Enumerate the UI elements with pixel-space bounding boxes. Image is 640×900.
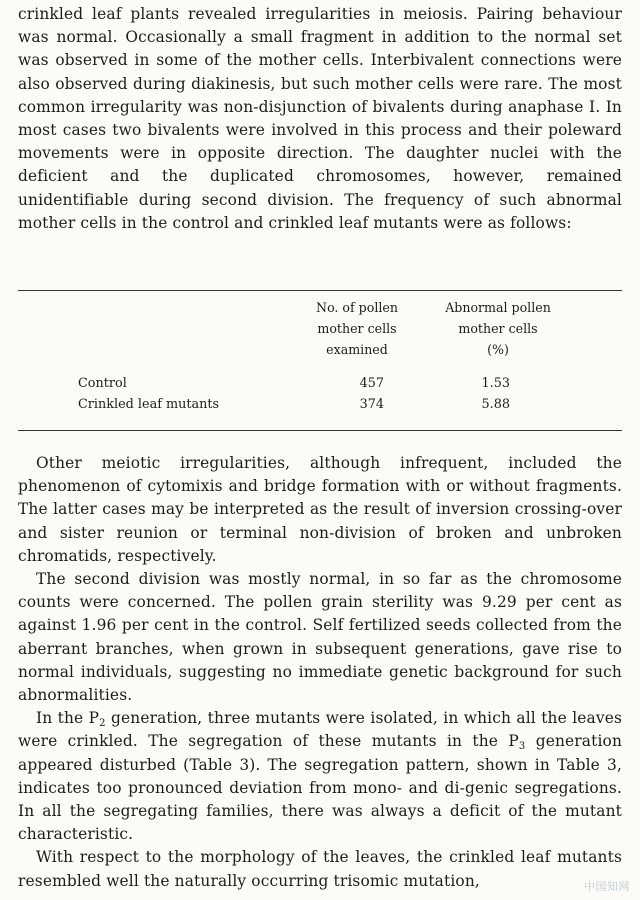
paragraph-meiosis: crinkled leaf plants revealed irregularities in meiosis. Pairing behaviour was normal. Occasionally a small fragment in addition to the normal set was observed in some of the mother cells. Interbivalent connections were also observed during diakinesis, but such mother cells were rare. The most common irregularity was non-disjunction of bivalents during anaphase I. In most cases two bivalents were involved in this process and their poleward movements were in opposite direction. The daughter nuclei with the deficient and the duplicated chromosomes, however, remained unidentifiable during second division. The frequency of such abnormal mother cells in the control and crinkled leaf mutants were as follows: xyxy=(18,5,622,232)
watermark: 中国知网 xyxy=(584,880,630,893)
paragraph-generation: In the $P_2$ generation, three mutants were isolated, in which all the leaves were crinkled. The segregation of these mutants in the $P_3$ generation appeared disturbed (Table 3). The segregation pattern, shown in Table 3, indicates too pronounced deviation from mono- and di-genic segregations. In all the segregating families, there was always a deficit of the mutant characteristic. xyxy=(18,709,623,844)
table-row xyxy=(78,397,622,419)
paragraph-second-division: The second division was mostly normal, in so far as the chromosome counts were concerned. The pollen grain sterility was 9.29 per cent as against 1.96 per cent in the control. Self fertilized seeds collected from the aberrant branches, when grown in subsequent generations, gave rise to normal individuals, suggesting no immediate genetic background for such abnormalities. xyxy=(18,570,622,705)
paragraph-morphology: With respect to the morphology of the leaves, the crinkled leaf mutants resembled well the naturally occurring trisomic mutation, xyxy=(18,848,622,890)
row-label: Control xyxy=(78,376,127,391)
table-row xyxy=(78,376,622,398)
row-percent: 1.53 xyxy=(481,376,510,391)
table-bottom-rule xyxy=(18,430,622,431)
table-header-count: No. of pollen mother cells examined xyxy=(316,300,398,357)
row-percent: 5.88 xyxy=(481,397,510,412)
row-count: 457 xyxy=(359,376,384,391)
row-label: Crinkled leaf mutants xyxy=(78,397,220,412)
table-header-percent: Abnormal pollen mother cells (%) xyxy=(445,300,551,357)
row-count: 374 xyxy=(359,397,384,412)
paragraph-irregularities: Other meiotic irregularities, although infrequent, included the phenomenon of cytomixis and bridge formation with or without fragments. The latter cases may be interpreted as the result of inversion crossing-over and sister reunion or terminal non-division of broken and unbroken chromatids, respectively. xyxy=(18,454,622,565)
table-top-rule xyxy=(18,290,622,291)
body-text xyxy=(18,452,622,893)
